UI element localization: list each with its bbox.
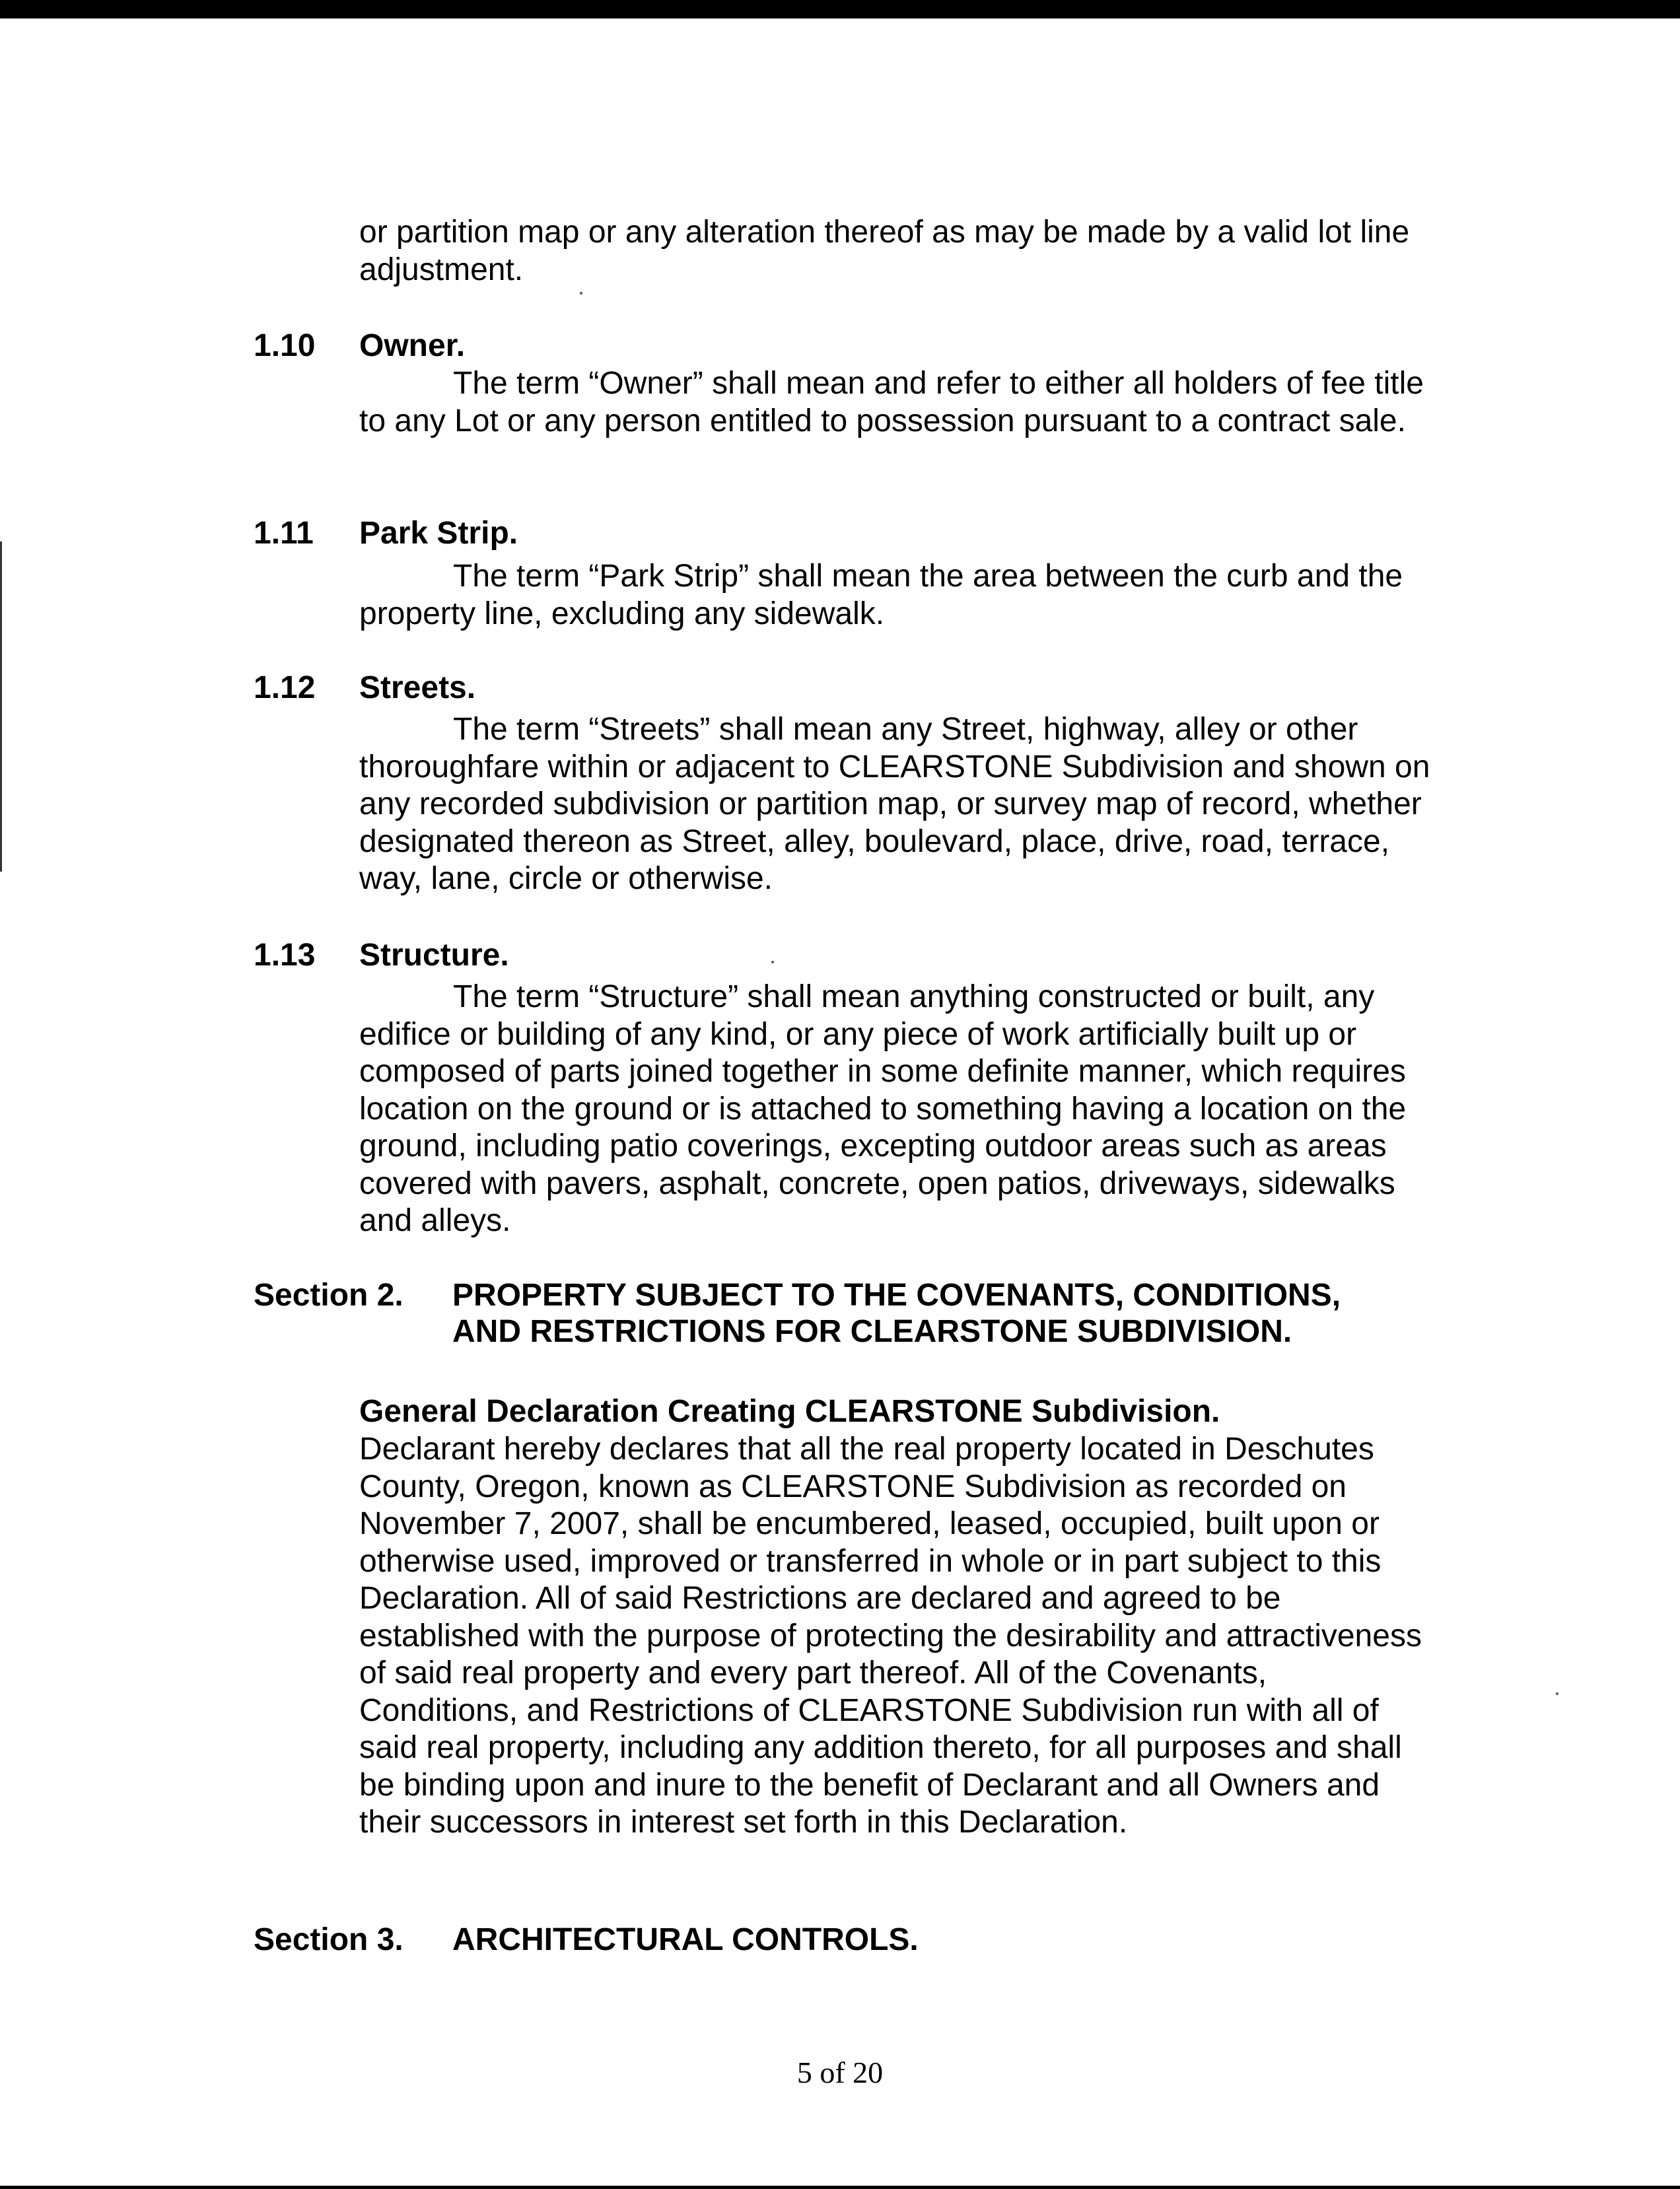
continuation-paragraph: or partition map or any alteration thereof as may be made by a valid lot line adjustment. [359, 215, 1410, 287]
scan-speck [1556, 1692, 1558, 1695]
section-2-title [452, 1277, 1483, 1350]
definition-title: Structure. [359, 938, 509, 973]
scan-speck [771, 961, 774, 963]
definition-body: The term “Park Strip” shall mean the area between the curb and the property line, excluding any sidewalk. [359, 559, 1403, 631]
definition-title: Streets. [359, 670, 476, 705]
definition-number: 1.11 [254, 516, 314, 551]
section-2-title-line-1: PROPERTY SUBJECT TO THE COVENANTS, CONDITIONS, [452, 1278, 1341, 1313]
section-3-title: ARCHITECTURAL CONTROLS. [452, 1922, 919, 1957]
section-2-title-line-2: AND RESTRICTIONS FOR CLEARSTONE SUBDIVISION. [452, 1314, 1292, 1349]
definition-title: Owner. [359, 328, 466, 363]
definition-body: The term “Structure” shall mean anything constructed or built, any edifice or building of any kind, or any piece of work artificially built up or composed of parts joined together in some definite manner, which requires location on the ground or is attached to something having a location on the ground, including patio coverings, excepting outdoor areas such as areas covered with pavers, asphalt, concrete, open patios, driveways, sidewalks and alleys. [359, 979, 1407, 1238]
definition-number: 1.10 [254, 328, 316, 363]
section-2-label: Section 2. [254, 1278, 403, 1313]
definition-title: Park Strip. [359, 516, 518, 551]
definition-number: 1.12 [254, 670, 316, 705]
definition-body: The term “Owner” shall mean and refer to either all holders of fee title to any Lot or any person entitled to possession pursuant to a contract sale. [359, 366, 1424, 438]
definition-number: 1.13 [254, 938, 316, 973]
scan-speck [580, 292, 582, 295]
section-3-label: Section 3. [254, 1922, 403, 1957]
definition-body: The term “Streets” shall mean any Street, highway, alley or other thoroughfare within or adjacent to CLEARSTONE Subdivision and shown on any recorded subdivision or partition map, or survey map of record, whether designated thereon as Street, alley, boulevard, place, drive, road, terrace, way, lane, circle or otherwise. [359, 712, 1430, 896]
page-number: 5 of 20 [796, 2056, 884, 2089]
general-declaration-body: Declarant hereby declares that all the real property located in Deschutes County, Oregon, known as CLEARSTONE Subdivision as recorded on November 7, 2007, shall be encumbered, leased, occupied, built upon or otherwise used, improved or transferred in whole or in part subject to this Declaration. All of said Restrictions are declared and agreed to be established with the purpose of protecting the desirability and attractiveness of said real property and every part thereof. All of the Covenants, Conditions, and Restrictions of CLEARSTONE Subdivision run with all of said real property, including any addition thereto, for all purposes and shall be binding upon and inure to the benefit of Declarant and all Owners and their successors in interest set forth in this Declaration. [359, 1432, 1422, 1840]
general-declaration-heading: General Declaration Creating CLEARSTONE Subdivision. [359, 1394, 1220, 1429]
